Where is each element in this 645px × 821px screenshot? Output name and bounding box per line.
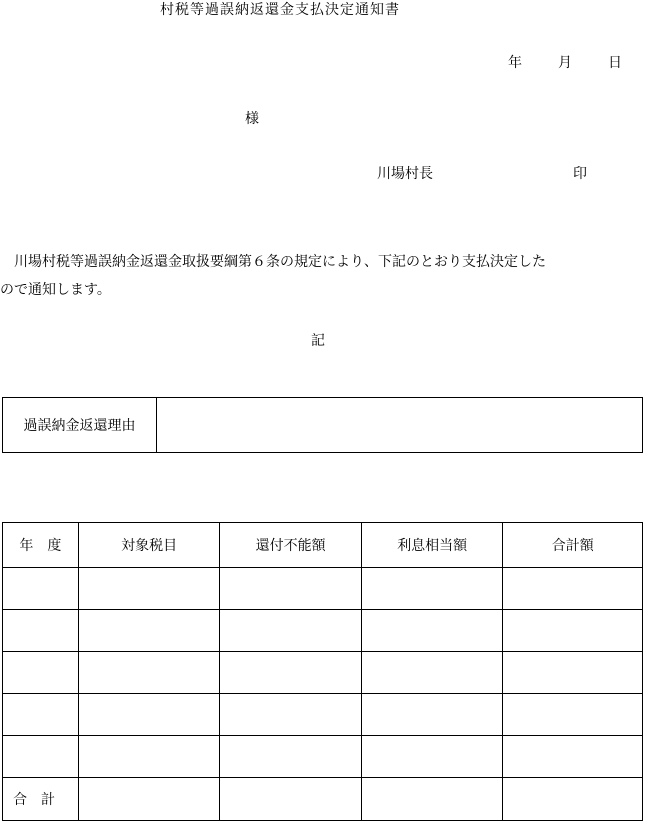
seal-mark: 印 bbox=[573, 166, 587, 182]
reason-row bbox=[3, 398, 643, 453]
document-title: 村税等過誤納返還金支払決定通知書 bbox=[160, 2, 400, 18]
reason-table bbox=[2, 397, 643, 453]
table-cell bbox=[220, 694, 362, 736]
table-row bbox=[3, 694, 643, 736]
table-cell bbox=[220, 652, 362, 694]
header-fiscal-year: 年 度 bbox=[3, 523, 79, 568]
date-year-label: 年 bbox=[508, 55, 522, 71]
table-cell bbox=[503, 568, 643, 610]
date-day-label: 日 bbox=[608, 55, 622, 71]
reason-value bbox=[157, 398, 643, 453]
table-cell bbox=[3, 694, 79, 736]
table-cell bbox=[503, 694, 643, 736]
table-cell bbox=[220, 610, 362, 652]
table-cell bbox=[78, 652, 220, 694]
table-cell bbox=[503, 652, 643, 694]
body-text-line-1: 川場村税等過誤納金返還金取扱要綱第６条の規定により、下記のとおり支払決定した bbox=[0, 254, 546, 270]
header-total-amount: 合計額 bbox=[503, 523, 643, 568]
table-cell bbox=[78, 568, 220, 610]
table-cell bbox=[3, 568, 79, 610]
table-cell bbox=[361, 736, 503, 778]
table-cell bbox=[361, 610, 503, 652]
header-interest-amount: 利息相当額 bbox=[361, 523, 503, 568]
table-cell bbox=[220, 736, 362, 778]
table-row bbox=[3, 736, 643, 778]
table-cell bbox=[503, 736, 643, 778]
header-unrefundable-amount: 還付不能額 bbox=[220, 523, 362, 568]
table-cell bbox=[3, 652, 79, 694]
total-cell bbox=[361, 778, 503, 821]
total-cell bbox=[220, 778, 362, 821]
reason-label: 過誤納金返還理由 bbox=[3, 398, 157, 453]
refund-table bbox=[2, 522, 643, 821]
table-cell bbox=[361, 568, 503, 610]
ki-heading: 記 bbox=[311, 333, 325, 349]
total-cell bbox=[78, 778, 220, 821]
body-text bbox=[0, 248, 645, 304]
total-cell bbox=[503, 778, 643, 821]
table-cell bbox=[220, 568, 362, 610]
table-cell bbox=[78, 694, 220, 736]
table-cell bbox=[78, 736, 220, 778]
addressee-suffix: 様 bbox=[245, 111, 259, 127]
total-row bbox=[3, 778, 643, 821]
table-cell bbox=[503, 610, 643, 652]
table-row bbox=[3, 568, 643, 610]
table-row bbox=[3, 652, 643, 694]
table-row bbox=[3, 610, 643, 652]
table-cell bbox=[361, 694, 503, 736]
table-cell bbox=[3, 736, 79, 778]
table-cell bbox=[3, 610, 79, 652]
header-tax-item: 対象税目 bbox=[78, 523, 220, 568]
table-header-row bbox=[3, 523, 643, 568]
table-cell bbox=[361, 652, 503, 694]
total-label: 合 計 bbox=[3, 778, 79, 821]
body-text-line-2: ので通知します。 bbox=[0, 282, 111, 298]
table-cell bbox=[78, 610, 220, 652]
issuer-name: 川場村長 bbox=[377, 166, 433, 182]
date-month-label: 月 bbox=[558, 55, 572, 71]
